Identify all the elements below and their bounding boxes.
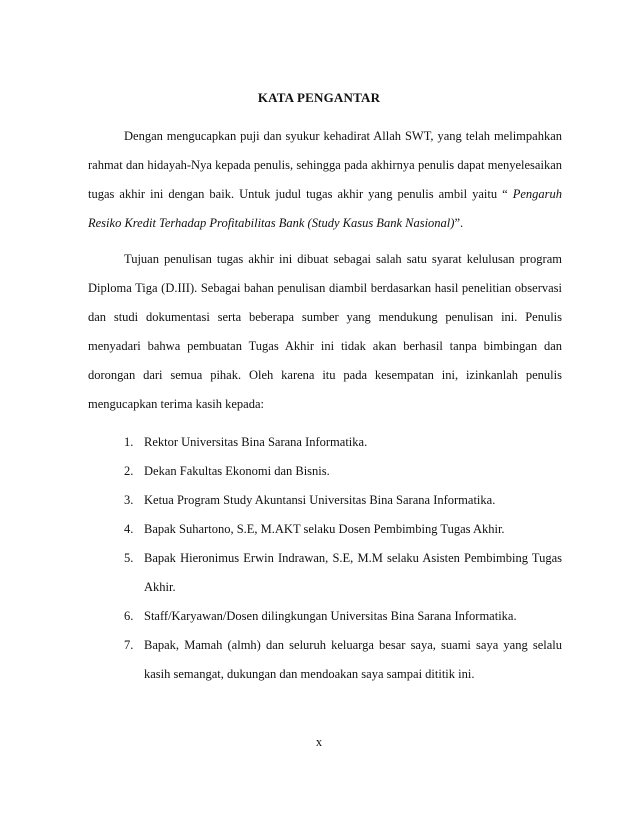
list-item-text: Rektor Universitas Bina Sarana Informatika. [144, 435, 368, 449]
list-item-number: 7. [124, 638, 134, 652]
list-item-text: Dekan Fakultas Ekonomi dan Bisnis. [144, 464, 330, 478]
list-item-number: 2. [124, 464, 134, 478]
list-item-number: 4. [124, 522, 134, 536]
list-item [88, 515, 562, 544]
list-item [88, 602, 562, 631]
list-item [88, 428, 562, 457]
page-title: KATA PENGANTAR [257, 90, 381, 105]
list-item [88, 457, 562, 486]
list-item-number: 5. [124, 551, 134, 565]
list-item-number: 3. [124, 493, 134, 507]
list-item-text: Bapak Hieronimus Erwin Indrawan, S.E, M.M selaku Asisten Pembimbing Tugas Akhir. [144, 551, 562, 594]
list-item [88, 631, 562, 689]
list-item-number: 1. [124, 435, 134, 449]
acknowledgement-list [88, 428, 562, 689]
list-item [88, 486, 562, 515]
list-item-text: Bapak Suhartono, S.E, M.AKT selaku Dosen Pembimbing Tugas Akhir. [144, 522, 505, 536]
thesis-title: Pengaruh Resiko Kredit Terhadap Profitabilitas Bank (Study Kasus Bank Nasional) [88, 187, 562, 230]
list-item-text: Ketua Program Study Akuntansi Universitas Bina Sarana Informatika. [144, 493, 496, 507]
intro-paragraph [88, 122, 562, 238]
intro-paragraph-text: Dengan mengucapkan puji dan syukur kehadirat Allah SWT, yang telah melimpahkan rahmat dan hidayah-Nya kepada penulis, sehingga pada akhirnya penulis dapat menyelesaikan tugas akhir ini dengan baik. Untuk judul tugas akhir yang penulis ambil yaitu “ [88, 129, 562, 201]
intro-paragraph-closing: ”. [454, 216, 464, 230]
list-item-text: Staff/Karyawan/Dosen dilingkungan Universitas Bina Sarana Informatika. [144, 609, 517, 623]
list-item-text: Bapak, Mamah (almh) dan seluruh keluarga besar saya, suami saya yang selalu kasih semangat, dukungan dan mendoakan saya sampai dititik ini. [144, 638, 562, 681]
list-item [88, 544, 562, 602]
page-number: x [315, 735, 323, 749]
list-item-number: 6. [124, 609, 134, 623]
purpose-paragraph: Tujuan penulisan tugas akhir ini dibuat sebagai salah satu syarat kelulusan program Diploma Tiga (D.III). Sebagai bahan penulisan diambil berdasarkan hasil penelitian observasi dan studi dokumentasi serta beberapa sumber yang mendukung penulisan ini. Penulis menyadari bahwa pembuatan Tugas Akhir ini tidak akan berhasil tanpa bimbingan dan dorongan dari semua pihak. Oleh karena itu pada kesempatan ini, izinkanlah penulis mengucapkan terima kasih kepada: [88, 252, 562, 411]
